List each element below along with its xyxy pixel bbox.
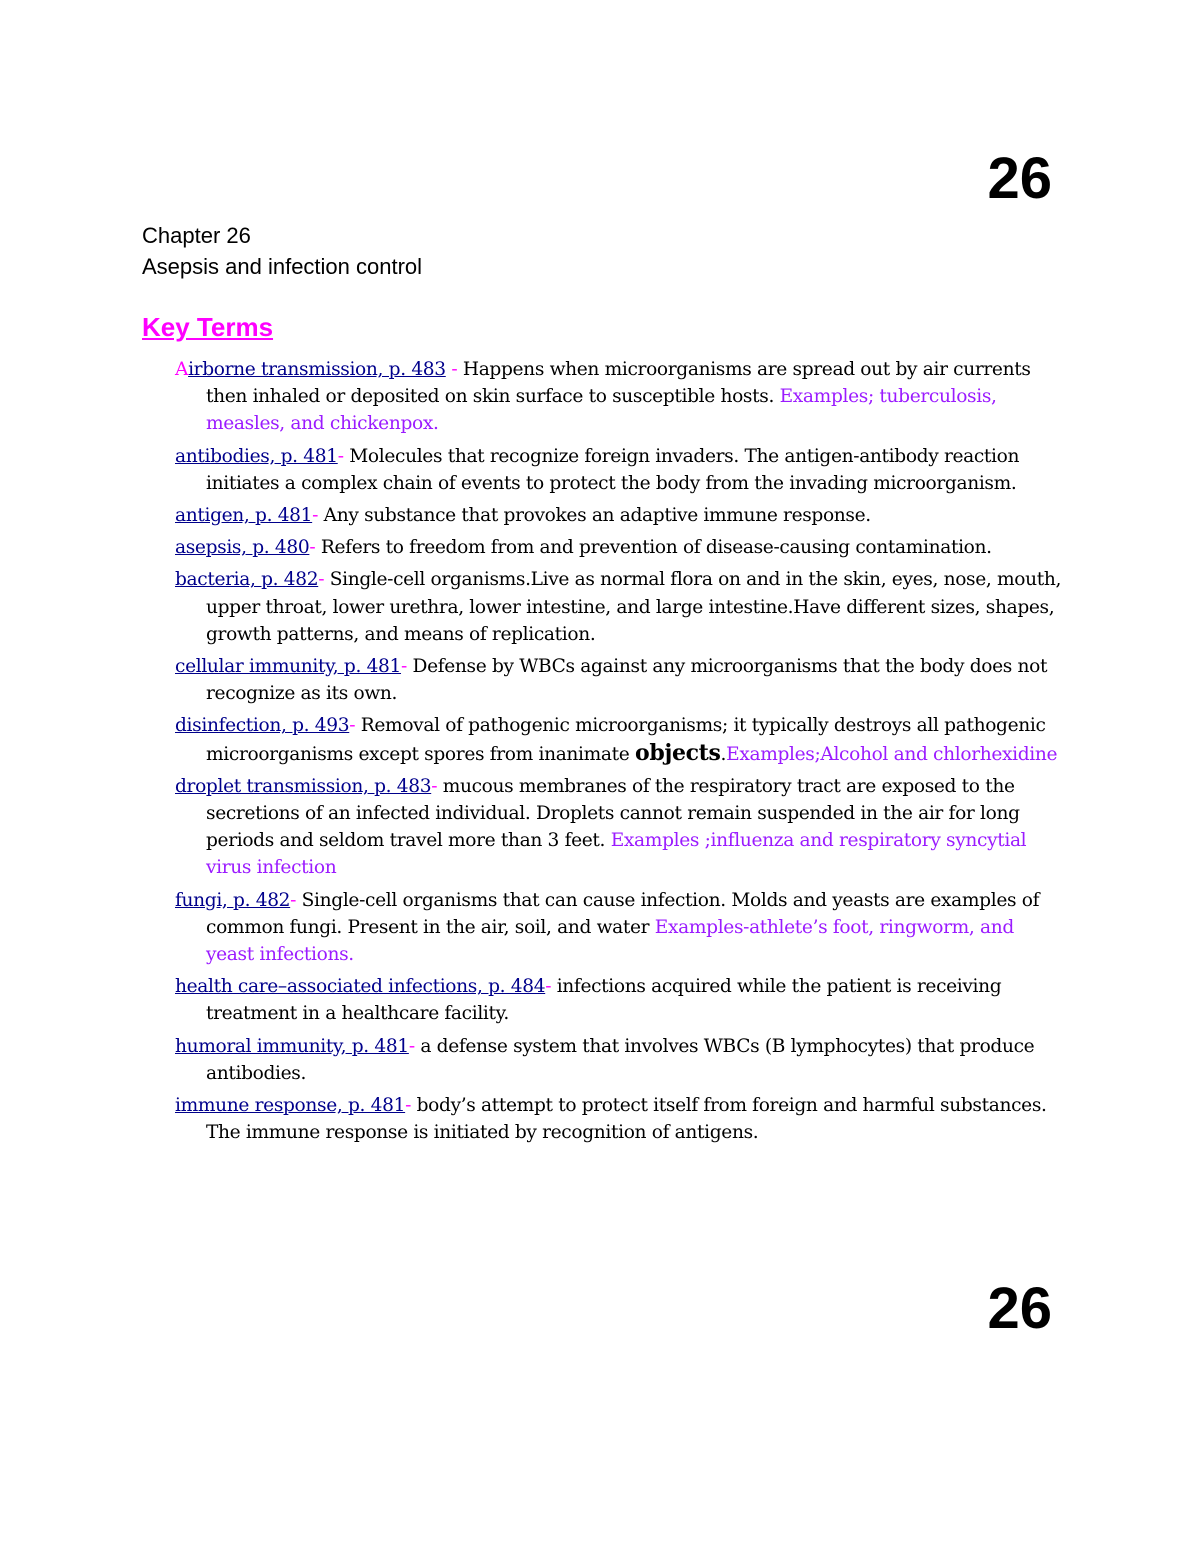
term-definition: Defense by WBCs against any microorganisms that the body does not recognize as its own. (206, 656, 1048, 705)
term-definition: Single-cell organisms that can cause infection. Molds and yeasts are examples of common fungi. Present in the air, soil, and water (206, 889, 1040, 938)
term-definition: body’s attempt to protect itself from foreign and harmful substances. The immune response is initiated by recognition of antigens. (206, 1095, 1047, 1144)
page-number-bottom: 26 (987, 1276, 1052, 1341)
term-definition-emphasis: objects (635, 739, 721, 766)
term-definition: a defense system that involves WBCs (B lymphocytes) that produce antibodies. (206, 1035, 1035, 1084)
term-entry-cellular-immunity (175, 653, 1065, 707)
term-link-asepsis[interactable]: asepsis, p. 480 (175, 537, 310, 559)
term-entry-asepsis (175, 534, 1065, 561)
term-link-disinfection[interactable]: disinfection, p. 493 (175, 715, 350, 737)
term-definition: Happens when microorganisms are spread out by air currents then inhaled or deposited on skin surface to susceptible hosts. (206, 359, 1031, 408)
term-dash: - (431, 775, 443, 797)
term-link-droplet-transmission[interactable]: droplet transmission, p. 483 (175, 775, 432, 797)
term-dash: - (401, 656, 413, 678)
term-link-health-care-associated-infections[interactable]: health care–associated infections, p. 484 (175, 976, 546, 998)
term-dash: - (337, 445, 350, 467)
term-definition: Molecules that recognize foreign invaders. The antigen-antibody reaction initiates a complex chain of events to protect the body from the invading microorganism. (206, 445, 1020, 494)
term-definition-after: . (720, 743, 727, 765)
term-entry-fungi (175, 887, 1065, 969)
term-dash: - (290, 889, 302, 911)
term-entry-antigen (175, 502, 1065, 529)
term-definition: Refers to freedom from and prevention of disease-causing contamination. (320, 537, 992, 559)
term-example: Examples;Alcohol and chlorhexidine (726, 743, 1058, 765)
term-example: Examples ;influenza and respiratory syncytial virus infection (206, 830, 1027, 879)
term-dash: - (318, 569, 330, 591)
term-link-antigen[interactable]: antigen, p. 481 (175, 505, 313, 527)
chapter-number: Chapter 26 (142, 223, 251, 248)
term-link-bacteria[interactable]: bacteria, p. 482 (175, 569, 319, 591)
term-entry-droplet-transmission (175, 773, 1065, 882)
term-link-cellular-immunity[interactable]: cellular immunity, p. 481 (175, 656, 402, 678)
term-definition: mucous membranes of the respiratory tract are exposed to the secretions of an infected individual. Droplets cannot remain suspended in the air for long periods and seldom travel more than 3 feet. (206, 775, 1020, 852)
term-link-fungi[interactable]: fungi, p. 482 (175, 889, 291, 911)
term-link-humoral-immunity[interactable]: humoral immunity, p. 481 (175, 1035, 409, 1057)
term-link-immune-response[interactable]: immune response, p. 481 (175, 1095, 406, 1117)
page-number-top: 26 (987, 146, 1052, 211)
term-dash: - (408, 1035, 421, 1057)
term-entry-health-care-associated-infections (175, 973, 1065, 1027)
term-definition: infections acquired while the patient is receiving treatment in a healthcare facility. (206, 976, 1002, 1025)
term-dash: - (445, 359, 463, 380)
term-dash: - (309, 537, 321, 559)
chapter-header (142, 220, 422, 282)
term-entry-bacteria (175, 566, 1065, 648)
term-entry-immune-response (175, 1092, 1065, 1146)
term-link-airborne-transmission[interactable]: irborne transmission, p. 483 (188, 359, 446, 380)
term-definition: Any substance that provokes an adaptive immune response. (323, 505, 871, 527)
term-entry-disinfection (175, 712, 1065, 767)
term-entry-humoral-immunity (175, 1033, 1065, 1087)
term-entry-airborne-transmission (175, 356, 1065, 438)
term-dash: - (349, 715, 361, 737)
term-dash: - (312, 505, 324, 527)
term-example: Examples; tuberculosis, measles, and chickenpox. (206, 386, 997, 435)
term-link-antibodies[interactable]: antibodies, p. 481 (175, 445, 338, 467)
key-terms-list (175, 356, 1065, 1151)
term-dash: - (545, 976, 557, 998)
term-first-letter: A (175, 359, 189, 380)
term-entry-antibodies (175, 443, 1065, 497)
term-definition: Single-cell organisms.Live as normal flora on and in the skin, eyes, nose, mouth, upper throat, lower urethra, lower intestine, and large intestine.Have different sizes, shapes, growth patterns, and means of replication. (206, 569, 1062, 645)
term-example: Examples-athlete’s foot, ringworm, and yeast infections. (206, 916, 1014, 966)
term-dash: - (405, 1095, 417, 1117)
key-terms-heading: Key Terms (142, 312, 274, 342)
chapter-title: Asepsis and infection control (142, 254, 423, 279)
term-definition: Removal of pathogenic microorganisms; it typically destroys all pathogenic microorganisms except spores from inanimate (206, 715, 1046, 765)
